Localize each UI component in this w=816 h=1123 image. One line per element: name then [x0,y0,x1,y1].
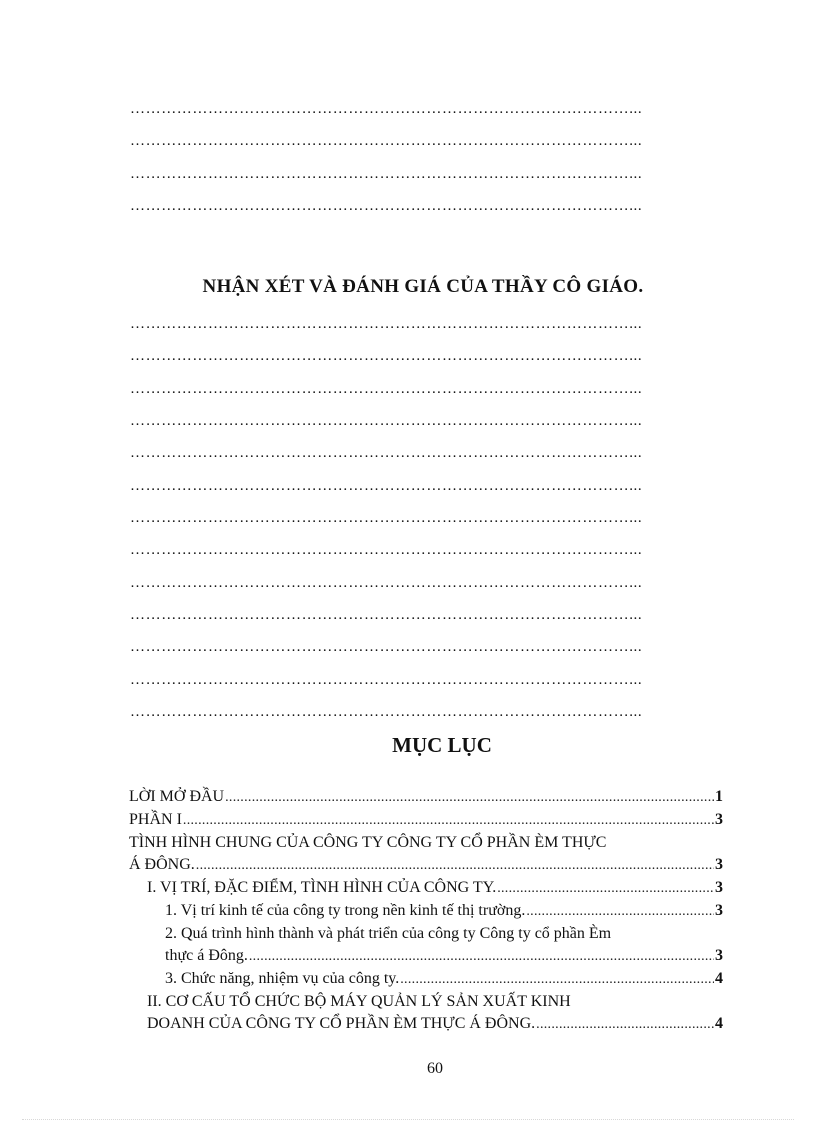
toc-entry-title: 3. Chức năng, nhiệm vụ của công ty. [165,970,400,987]
dotted-line: ……………………………………………………………………………………... [130,316,643,332]
toc-leader-dots [249,946,714,968]
toc-heading: MỤC LỤC [392,733,492,757]
dotted-line: ……………………………………………………………………………………... [130,639,643,655]
toc-entry[interactable] [129,832,723,877]
toc-entry-title: LỜI MỞ ĐẦU [129,788,225,805]
toc-entry[interactable] [129,877,723,900]
dotted-line: ……………………………………………………………………………………... [130,413,643,429]
toc-entry[interactable] [129,991,723,1036]
toc-entry[interactable] [129,900,723,923]
toc-leader-dots [497,878,714,900]
dotted-line: ……………………………………………………………………………………... [130,166,643,182]
dotted-line: ……………………………………………………………………………………... [130,478,643,494]
toc-page-number: 4 [715,970,723,987]
dotted-line: ……………………………………………………………………………………... [130,348,643,364]
toc-entry-title: thực á Đông. [165,947,248,964]
toc-entry-title: DOANH CỦA CÔNG TY CỔ PHẦN ÈM THỰC Á ĐÔNG. [147,1015,536,1032]
dotted-line: ……………………………………………………………………………………... [130,445,643,461]
review-heading: NHẬN XÉT VÀ ĐÁNH GIÁ CỦA THẦY CÔ GIÁO. [202,276,644,297]
dotted-line: ……………………………………………………………………………………... [130,672,643,688]
toc-entry-title-line1: 2. Quá trình hình thành và phát triển của công ty Công ty cổ phần Èm [165,925,612,942]
toc-entry-title: I. VỊ TRÍ, ĐẶC ĐIỂM, TÌNH HÌNH CỦA CÔNG TY. [147,879,497,896]
toc-leader-dots [196,855,714,877]
toc-page-number: 3 [715,856,723,873]
toc-entry[interactable] [129,968,723,991]
dotted-line: ……………………………………………………………………………………... [130,198,643,214]
toc-entry-title-line1: II. CƠ CẤU TỔ CHỨC BỘ MÁY QUẢN LÝ SẢN XUẤT KINH [147,993,571,1010]
dotted-line: ……………………………………………………………………………………... [130,575,643,591]
toc-page-number: 3 [715,902,723,919]
dotted-line: ……………………………………………………………………………………... [130,381,643,397]
toc-entry[interactable] [129,809,723,832]
toc-page-number: 3 [715,947,723,964]
dotted-line: ……………………………………………………………………………………... [130,510,643,526]
dotted-line: ……………………………………………………………………………………... [130,542,643,558]
toc-leader-dots [526,901,714,923]
page-number: 60 [427,1060,443,1077]
toc-leader-dots [400,969,714,991]
toc-entry-title: Á ĐÔNG. [129,856,195,873]
dotted-line: ……………………………………………………………………………………... [130,133,643,149]
toc-entry-title: PHẦN I [129,811,182,828]
table-of-contents [129,786,723,1036]
toc-leader-dots [536,1014,714,1036]
dotted-line: ……………………………………………………………………………………... [130,704,643,720]
dotted-line: ……………………………………………………………………………………... [130,101,643,117]
bottom-divider [22,1119,794,1120]
toc-leader-dots [183,810,714,832]
toc-entry-title: 1. Vị trí kinh tế của công ty trong nền kinh tế thị trường. [165,902,526,919]
toc-page-number: 1 [715,788,723,805]
toc-page-number: 4 [715,1015,723,1032]
toc-entry-title-line1: TÌNH HÌNH CHUNG CỦA CÔNG TY CÔNG TY CỔ PHẦN ÈM THỰC [129,834,607,851]
toc-entry[interactable] [129,923,723,968]
toc-leader-dots [225,787,714,809]
toc-page-number: 3 [715,811,723,828]
toc-page-number: 3 [715,879,723,896]
toc-entry[interactable] [129,786,723,809]
dotted-line: ……………………………………………………………………………………... [130,607,643,623]
